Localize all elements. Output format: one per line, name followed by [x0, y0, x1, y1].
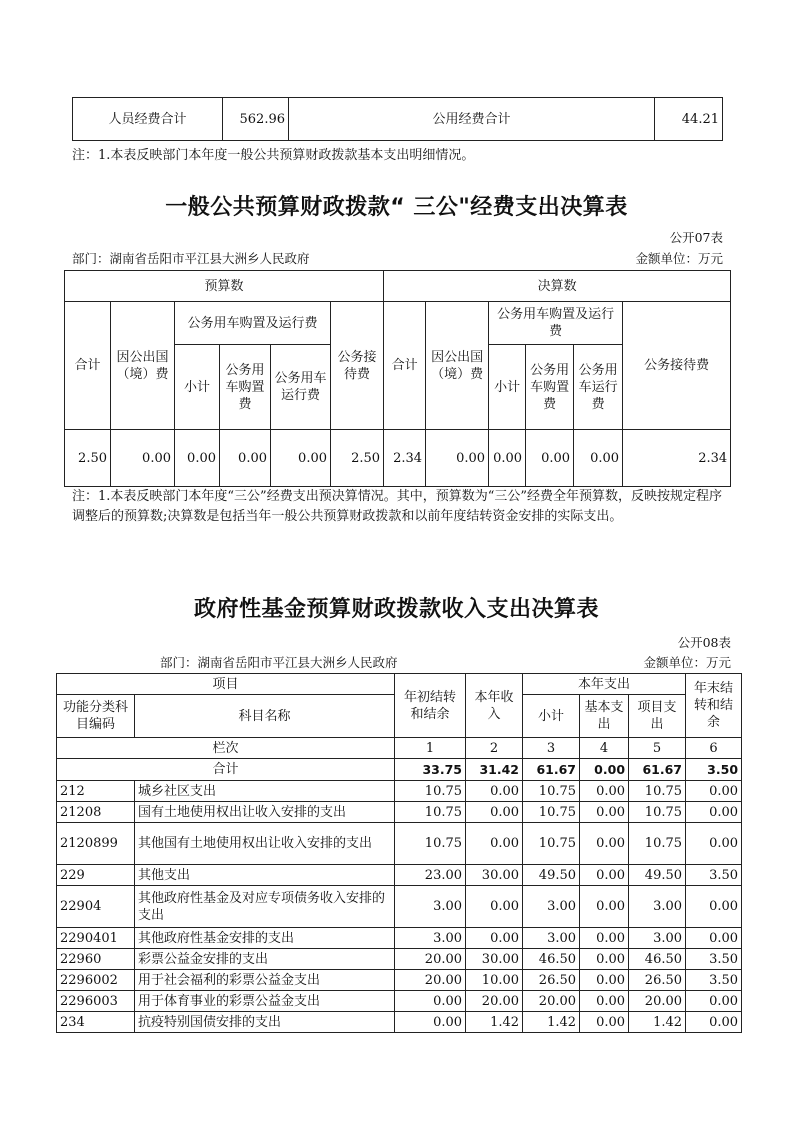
personnel-value: 562.96 [223, 98, 289, 141]
subject-name: 彩票公益金安排的支出 [135, 949, 395, 970]
amount-cell: 23.00 [395, 865, 466, 886]
amount-cell: 26.50 [629, 970, 686, 991]
amount-cell: 20.00 [466, 991, 523, 1012]
amount-cell: 30.00 [466, 949, 523, 970]
amount-cell: 0.00 [580, 949, 629, 970]
top-note: 注：1.本表反映部门本年度一般公共预算财政拨款基本支出明细情况。 [72, 148, 475, 163]
code-header: 功能分类科目编码 [57, 695, 135, 738]
subject-name: 用于社会福利的彩票公益金支出 [135, 970, 395, 991]
project-header: 项目支出 [629, 695, 686, 738]
public-label: 公用经费合计 [289, 98, 655, 141]
vehicle-header: 公务用车购置及运行费 [175, 302, 331, 345]
value-cell: 0.00 [220, 430, 271, 487]
table-row [57, 886, 742, 928]
value-cell: 0.00 [426, 430, 489, 487]
final-operation-header: 公务用车运行费 [574, 345, 623, 430]
fund-table-no: 公开08表 [677, 635, 731, 650]
column-no: 3 [523, 738, 580, 759]
sangong-values-row [65, 430, 731, 487]
subject-code: 2296003 [57, 991, 135, 1012]
amount-cell: 20.00 [395, 949, 466, 970]
column-no: 4 [580, 738, 629, 759]
amount-cell: 3.00 [395, 928, 466, 949]
total-value: 31.42 [466, 759, 523, 781]
table-row [57, 928, 742, 949]
subtotal-header: 小计 [523, 695, 580, 738]
amount-cell: 3.50 [686, 970, 742, 991]
amount-cell: 3.00 [395, 886, 466, 928]
sangong-title: 一般公共预算财政拨款“ 三公"经费支出决算表 [165, 195, 628, 220]
total-header: 合计 [65, 302, 111, 430]
value-cell: 0.00 [489, 430, 526, 487]
subject-code: 22960 [57, 949, 135, 970]
amount-cell: 26.50 [523, 970, 580, 991]
amount-cell: 10.75 [629, 802, 686, 823]
amount-cell: 1.42 [523, 1012, 580, 1033]
amount-cell: 0.00 [686, 781, 742, 802]
amount-cell: 46.50 [629, 949, 686, 970]
subject-code: 229 [57, 865, 135, 886]
subject-code: 212 [57, 781, 135, 802]
amount-cell: 10.75 [395, 781, 466, 802]
public-value: 44.21 [655, 98, 723, 141]
total-value: 3.50 [686, 759, 742, 781]
subject-name: 其他政府性基金及对应专项债务收入安排的支出 [135, 886, 395, 928]
purchase-header: 公务用车购置费 [220, 345, 271, 430]
subject-name: 抗疫特别国债安排的支出 [135, 1012, 395, 1033]
column-no: 1 [395, 738, 466, 759]
subject-code: 22904 [57, 886, 135, 928]
amount-cell: 0.00 [580, 781, 629, 802]
column-no-label: 栏次 [57, 738, 395, 759]
amount-cell: 0.00 [580, 823, 629, 865]
subject-code: 234 [57, 1012, 135, 1033]
final-header: 决算数 [384, 271, 731, 302]
value-cell: 0.00 [574, 430, 623, 487]
column-number-row [57, 738, 742, 759]
fund-department: 部门：湖南省岳阳市平江县大洲乡人民政府 [160, 655, 398, 670]
amount-cell: 0.00 [466, 886, 523, 928]
sangong-table-no: 公开07表 [669, 230, 723, 245]
subject-code: 2290401 [57, 928, 135, 949]
fund-table [56, 673, 742, 1033]
sangong-note: 注：1.本表反映部门本年度“三公”经费支出预决算情况。其中，预算数为“三公”经费全年预算数，反映按规定程序调整后的预算数;决算数是包括当年一般公共预算财政拨款和以前年度结转资金安排的实际支出。 [72, 489, 722, 524]
subject-name: 城乡社区支出 [135, 781, 395, 802]
value-cell: 2.50 [331, 430, 384, 487]
abroad-header: 因公出国（境）费 [111, 302, 175, 430]
amount-cell: 0.00 [466, 928, 523, 949]
amount-cell: 0.00 [580, 886, 629, 928]
value-cell: 2.34 [384, 430, 426, 487]
value-cell: 0.00 [271, 430, 331, 487]
table-row [57, 1012, 742, 1033]
amount-cell: 10.75 [395, 802, 466, 823]
amount-cell: 0.00 [580, 928, 629, 949]
subject-code: 2120899 [57, 823, 135, 865]
amount-cell: 3.00 [523, 928, 580, 949]
column-no: 6 [686, 738, 742, 759]
table-row [57, 781, 742, 802]
value-cell: 0.00 [175, 430, 220, 487]
amount-cell: 0.00 [686, 886, 742, 928]
amount-cell: 20.00 [395, 970, 466, 991]
amount-cell: 0.00 [686, 1012, 742, 1033]
final-total-header: 合计 [384, 302, 426, 430]
total-row [57, 759, 742, 781]
total-value: 33.75 [395, 759, 466, 781]
table-row [57, 802, 742, 823]
item-header: 项目 [57, 674, 395, 695]
total-value: 61.67 [523, 759, 580, 781]
subject-code: 2296002 [57, 970, 135, 991]
sangong-department: 部门：湖南省岳阳市平江县大洲乡人民政府 [72, 251, 310, 266]
subject-name: 国有土地使用权出让收入安排的支出 [135, 802, 395, 823]
amount-cell: 3.00 [629, 886, 686, 928]
amount-cell: 0.00 [395, 991, 466, 1012]
amount-cell: 0.00 [686, 991, 742, 1012]
income-header: 本年收入 [466, 674, 523, 738]
amount-cell: 30.00 [466, 865, 523, 886]
end-header: 年末结转和结余 [686, 674, 742, 738]
amount-cell: 3.50 [686, 949, 742, 970]
reception-header: 公务接待费 [331, 302, 384, 430]
table-row [57, 949, 742, 970]
amount-cell: 3.50 [686, 865, 742, 886]
amount-cell: 0.00 [466, 802, 523, 823]
amount-cell: 20.00 [523, 991, 580, 1012]
subject-name: 其他国有土地使用权出让收入安排的支出 [135, 823, 395, 865]
value-cell: 2.50 [65, 430, 111, 487]
value-cell: 0.00 [111, 430, 175, 487]
amount-cell: 0.00 [580, 991, 629, 1012]
amount-cell: 0.00 [395, 1012, 466, 1033]
sangong-unit: 金额单位：万元 [635, 251, 723, 266]
amount-cell: 46.50 [523, 949, 580, 970]
amount-cell: 3.00 [629, 928, 686, 949]
table-row [57, 970, 742, 991]
begin-header: 年初结转和结余 [395, 674, 466, 738]
final-abroad-header: 因公出国（境）费 [426, 302, 489, 430]
value-cell: 0.00 [526, 430, 574, 487]
amount-cell: 10.75 [523, 823, 580, 865]
subject-name: 其他政府性基金安排的支出 [135, 928, 395, 949]
final-purchase-header: 公务用车购置费 [526, 345, 574, 430]
amount-cell: 0.00 [686, 802, 742, 823]
basic-expense-summary-table [72, 97, 723, 141]
fund-unit: 金额单位：万元 [643, 655, 731, 670]
total-value: 61.67 [629, 759, 686, 781]
amount-cell: 10.75 [523, 781, 580, 802]
amount-cell: 10.75 [395, 823, 466, 865]
amount-cell: 49.50 [523, 865, 580, 886]
amount-cell: 0.00 [580, 1012, 629, 1033]
value-cell: 2.34 [623, 430, 731, 487]
amount-cell: 1.42 [466, 1012, 523, 1033]
amount-cell: 10.75 [629, 781, 686, 802]
amount-cell: 10.75 [523, 802, 580, 823]
name-header: 科目名称 [135, 695, 395, 738]
expense-header: 本年支出 [523, 674, 686, 695]
column-no: 5 [629, 738, 686, 759]
final-reception-header: 公务接待费 [623, 302, 731, 430]
amount-cell: 0.00 [580, 970, 629, 991]
amount-cell: 0.00 [466, 823, 523, 865]
basic-header: 基本支出 [580, 695, 629, 738]
amount-cell: 10.75 [629, 823, 686, 865]
amount-cell: 0.00 [466, 781, 523, 802]
amount-cell: 20.00 [629, 991, 686, 1012]
total-value: 0.00 [580, 759, 629, 781]
table-row [57, 823, 742, 865]
amount-cell: 1.42 [629, 1012, 686, 1033]
column-no: 2 [466, 738, 523, 759]
operation-header: 公务用车运行费 [271, 345, 331, 430]
table-row [57, 991, 742, 1012]
amount-cell: 0.00 [686, 928, 742, 949]
personnel-label: 人员经费合计 [73, 98, 223, 141]
amount-cell: 49.50 [629, 865, 686, 886]
table-row [57, 865, 742, 886]
total-label: 合计 [57, 759, 395, 781]
fund-title: 政府性基金预算财政拨款收入支出决算表 [193, 597, 599, 622]
final-subtotal-header: 小计 [489, 345, 526, 430]
sangong-table [64, 270, 731, 487]
amount-cell: 0.00 [580, 802, 629, 823]
subject-name: 其他支出 [135, 865, 395, 886]
amount-cell: 0.00 [580, 865, 629, 886]
amount-cell: 10.00 [466, 970, 523, 991]
budget-header: 预算数 [65, 271, 384, 302]
subject-name: 用于体育事业的彩票公益金支出 [135, 991, 395, 1012]
amount-cell: 0.00 [686, 823, 742, 865]
amount-cell: 3.00 [523, 886, 580, 928]
subject-code: 21208 [57, 802, 135, 823]
final-vehicle-header: 公务用车购置及运行费 [489, 302, 623, 345]
subtotal-header: 小计 [175, 345, 220, 430]
